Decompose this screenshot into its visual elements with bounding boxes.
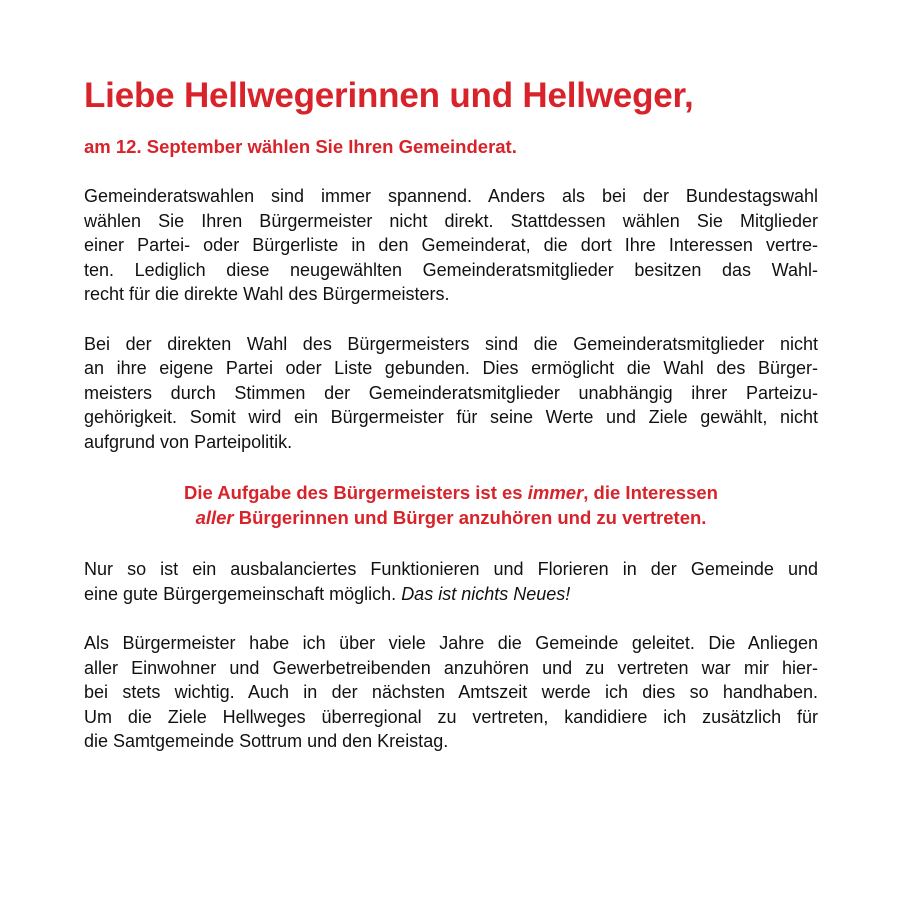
paragraph-line: recht für die direkte Wahl des Bürgermeisters. [84,284,450,304]
paragraph-line: meisters durch Stimmen der Gemeinderatsmitglieder unabhängig ihrer Parteizu- [84,382,818,403]
paragraph-line: aufgrund von Parteipolitik. [84,431,293,452]
paragraph-line: an ihre eigene Partei oder Liste gebunden. Dies ermöglicht die Wahl des Bürger- [84,358,818,378]
paragraph-line: Um die Ziele Hellweges überregional zu vertreten, kandidiere ich zusätzlich für [84,706,818,727]
paragraph-2 [84,332,818,455]
quote-emphasis: immer [527,482,584,503]
paragraph-emphasis: Das ist nichts Neues! [401,583,571,604]
paragraph-line: ten. Lediglich diese neugewählten Gemeinderatsmitglieder besitzen das Wahl- [84,259,818,280]
paragraph-line: einer Partei- oder Bürgerliste in den Gemeinderat, die dort Ihre Interessen vertre- [84,235,818,255]
page-title: Liebe Hellwegerinnen und Hellweger, [84,76,694,115]
subtitle: am 12. September wählen Sie Ihren Gemeinderat. [84,136,517,157]
quote-line-2 [84,505,818,530]
paragraph-line: die Samtgemeinde Sottrum und den Kreistag. [84,731,449,751]
paragraph-line: Bei der direkten Wahl des Bürgermeisters sind die Gemeinderatsmitglieder nicht [84,333,818,354]
quote-emphasis: aller [195,507,234,528]
paragraph-line: aller Einwohner und Gewerbetreibenden anzuhören und zu vertreten war mir hier- [84,657,818,678]
paragraph-4 [84,631,818,754]
quote-text: Die Aufgabe des Bürgermeisters ist es [184,482,528,503]
paragraph-line: bei stets wichtig. Auch in der nächsten Amtszeit werde ich dies so handhaben. [84,682,818,702]
paragraph-line: gehörigkeit. Somit wird ein Bürgermeister für seine Werte und Ziele gewählt, nicht [84,407,818,427]
letter-page [84,72,818,754]
paragraph-line [84,582,818,607]
paragraph-3 [84,557,818,606]
paragraph-line: Als Bürgermeister habe ich über viele Jahre die Gemeinde geleitet. Die Anliegen [84,633,818,653]
highlight-quote [84,480,818,530]
paragraph-line: Nur so ist ein ausbalanciertes Funktionieren und Florieren in der Gemeinde und [84,559,818,579]
paragraph-1 [84,184,818,307]
quote-text: , die Interessen [583,482,718,503]
paragraph-text: eine gute Bürgergemeinschaft möglich. [84,583,402,604]
quote-text: Bürgerinnen und Bürger anzuhören und zu vertreten. [233,507,707,528]
paragraph-line: wählen Sie Ihren Bürgermeister nicht direkt. Stattdessen wählen Sie Mitglieder [84,210,818,231]
quote-line-1 [84,480,818,505]
paragraph-line: Gemeinderatswahlen sind immer spannend. Anders als bei der Bundestagswahl [84,186,818,206]
